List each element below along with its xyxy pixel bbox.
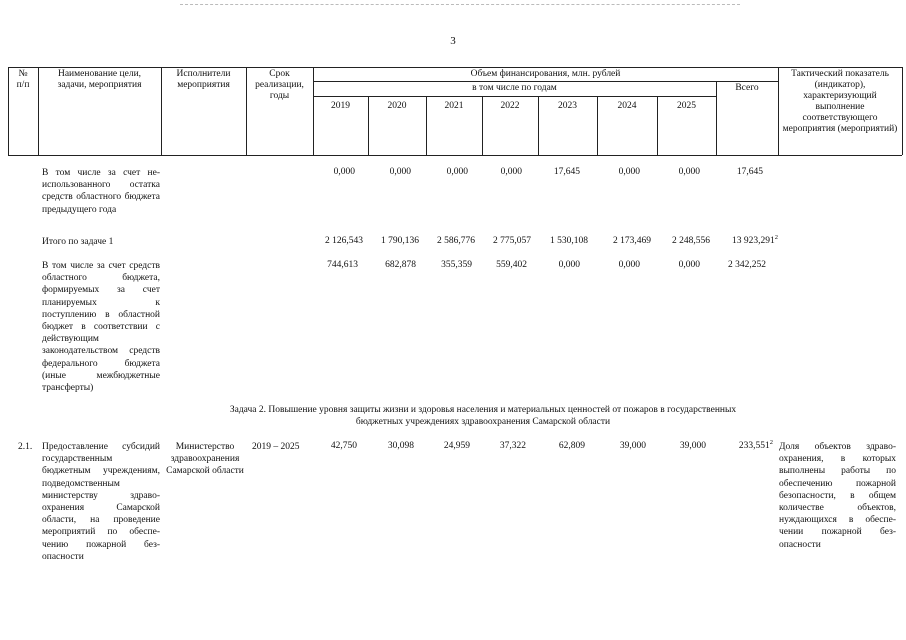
row-value: 744,613 [327, 260, 358, 270]
header-term: Срок реализации, годы [255, 69, 304, 101]
item-name: Предоставление субсидий государственным бюджетным учреждениям, подведомственным министерству здравоохранения Самарской области, на проведение мероприятий по обеспечению пожарной безопасности [42, 442, 160, 562]
row-value: 559,402 [496, 260, 527, 270]
header-name: Наименование цели, задачи, мероприятия [57, 69, 142, 90]
header-financing: Объем финансирования, млн. рублей [470, 69, 621, 79]
row-value: 2 248,556 [672, 236, 710, 246]
page-number: 3 [450, 35, 456, 47]
scan-top-edge [180, 4, 740, 5]
row-total: 17,645 [736, 167, 763, 177]
item-value: 30,098 [387, 441, 414, 451]
header-year: 2023 [558, 101, 577, 111]
row-value: 0,000 [678, 260, 700, 270]
header-executors: Исполнители мероприятия [176, 69, 231, 90]
item-value: 24,959 [443, 441, 470, 451]
header-num: № п/п [16, 69, 30, 90]
item-value: 39,000 [619, 441, 646, 451]
row-value: 0,000 [500, 167, 522, 177]
task2-heading: Задача 2. Повышение уровня защиты жизни и здоровья населения и материальных ценностей от пожаров в государственных бюджетных учреждениях здравоохранения Самарской области [229, 405, 737, 427]
row-value: 0,000 [618, 260, 640, 270]
item-term: 2019 – 2025 [252, 442, 300, 452]
row-name: В том числе за счет средств областного бюджета, формируемых за счет планируемых к поступлению в областной бюджет в соответствии с действующим законодательством средств федерального бюджета (иные межбюджетные трансферты) [42, 261, 160, 394]
row-value: 0,000 [558, 260, 580, 270]
row-value: 0,000 [389, 167, 411, 177]
row-value: 2 126,543 [325, 236, 363, 246]
item-value: 37,322 [499, 441, 526, 451]
row-value: 17,645 [553, 167, 580, 177]
item-value: 39,000 [679, 441, 706, 451]
header-year: 2021 [444, 101, 464, 111]
row-total: 13 923,291$^2$ [732, 233, 778, 246]
row-value: 0,000 [678, 167, 700, 177]
row-value: 682,878 [385, 260, 416, 270]
header-year: 2020 [387, 101, 407, 111]
header-year: 2022 [500, 101, 520, 111]
row-value: 1 790,136 [381, 236, 419, 246]
table-header [8, 67, 902, 155]
item-indicator: Доля объектов здравоохранения, в которых выполнены работы по обеспечению пожарной безопасности, в общем количестве объектов, нуждающихся в обеспечении пожарной безопасности [779, 442, 896, 550]
header-total: Всего [735, 83, 759, 93]
row-value: 2 173,469 [613, 236, 651, 246]
row-value: 0,000 [618, 167, 640, 177]
row-value: 355,359 [441, 260, 472, 270]
item-number: 2.1. [18, 442, 33, 452]
row-name: В том числе за счет неиспользованного остатка средств областного бюджета предыдущего года [42, 168, 160, 215]
header-indicator: Тактический показатель (индикатор), характеризующий выполнение соответствующего мероприятия (мероприятий) [782, 69, 898, 134]
item-total: 233,551$^2$ [738, 438, 773, 451]
row-value: 0,000 [333, 167, 355, 177]
item-value: 42,750 [330, 441, 357, 451]
row-value: 0,000 [446, 167, 468, 177]
header-year: 2024 [617, 101, 637, 111]
header-year: 2019 [331, 101, 350, 111]
row-name: Итого по задаче 1 [42, 237, 114, 247]
row-total: 2 342,252 [728, 260, 766, 270]
row-value: 2 586,776 [437, 236, 475, 246]
row-value: 1 530,108 [550, 236, 588, 246]
header-year: 2025 [677, 101, 696, 111]
header-by-years: в том числе по годам [472, 83, 557, 93]
row-value: 2 775,057 [493, 236, 531, 246]
item-value: 62,809 [558, 441, 585, 451]
item-executor: Министерство здравоохранения Самарской области [166, 442, 244, 477]
